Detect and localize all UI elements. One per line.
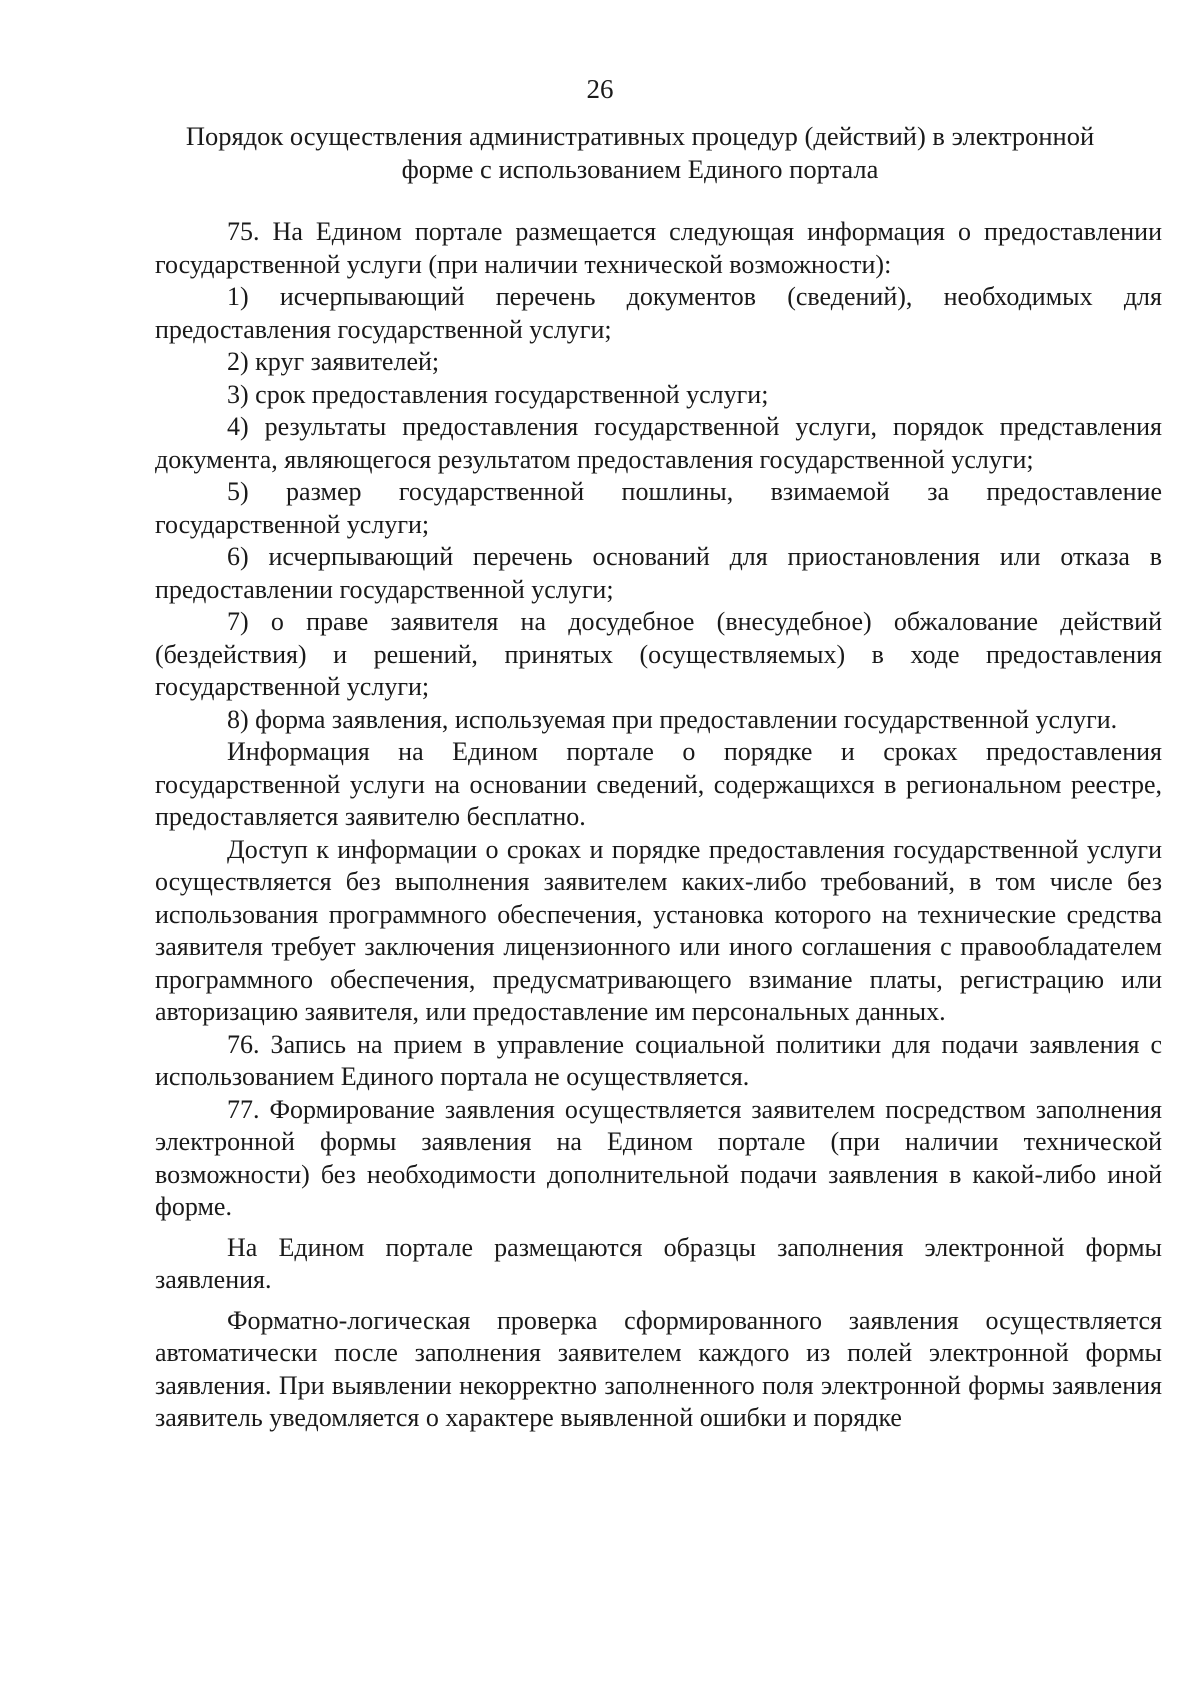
paragraph-75: 75. На Едином портале размещается следующая информация о предоставлении государственной услуги (при наличии технической возможности): <box>155 217 1162 279</box>
list-item-1: 1) исчерпывающий перечень документов (сведений), необходимых для предоставления государственной услуги; <box>155 282 1162 344</box>
page-number: 26 <box>586 74 614 104</box>
paragraph-77: 77. Формирование заявления осуществляется заявителем посредством заполнения электронной формы заявления на Едином портале (при наличии технической возможности) без необходимости дополнительной подачи заявления в какой-либо иной форме. <box>155 1094 1162 1221</box>
list-item-8: 8) форма заявления, используемая при предоставлении государственной услуги. <box>227 704 1118 734</box>
paragraph-samples: На Едином портале размещаются образцы заполнения электронной формы заявления. <box>155 1232 1162 1294</box>
paragraph-validation: Форматно-логическая проверка сформированного заявления осуществляется автоматически после заполнения заявителем каждого из полей электронной формы заявления. При выявлении некорректно заполненного поля электронной формы заявления заявитель уведомляется о характере выявленной ошибки и порядке <box>155 1305 1162 1432</box>
list-item-4: 4) результаты предоставления государственной услуги, порядок представления документа, являющегося результатом предоставления государственной услуги; <box>155 412 1162 474</box>
paragraph-info-free: Информация на Едином портале о порядке и сроках предоставления государственной услуги на основании сведений, содержащихся в региональном реестре, предоставляется заявителю бесплатно. <box>155 737 1162 831</box>
list-item-5: 5) размер государственной пошлины, взимаемой за предоставление государственной услуги; <box>155 477 1162 539</box>
paragraph-access: Доступ к информации о сроках и порядке предоставления государственной услуги осуществляется без выполнения заявителем каких-либо требований, в том числе без использования программного обеспечения, установка которого на технические средства заявителя требует заключения лицензионного или иного соглашения с правообладателем программного обеспечения, предусматривающего взимание платы, регистрацию или авторизацию заявителя, или предоставление им персональных данных. <box>155 834 1162 1026</box>
document-body <box>155 216 1162 1435</box>
list-item-2: 2) круг заявителей; <box>227 347 440 376</box>
list-item-7: 7) о праве заявителя на досудебное (внесудебное) обжалование действий (бездействия) и решений, принятых (осуществляемых) в ходе предоставления государственной услуги; <box>155 607 1162 701</box>
list-item-6: 6) исчерпывающий перечень оснований для приостановления или отказа в предоставлении государственной услуги; <box>155 542 1162 604</box>
section-title: Порядок осуществления административных процедур (действий) в электронной форме с использованием Единого портала <box>185 121 1095 184</box>
paragraph-76: 76. Запись на прием в управление социальной политики для подачи заявления с использованием Единого портала не осуществляется. <box>155 1029 1162 1091</box>
list-item-3: 3) срок предоставления государственной услуги; <box>227 379 769 409</box>
